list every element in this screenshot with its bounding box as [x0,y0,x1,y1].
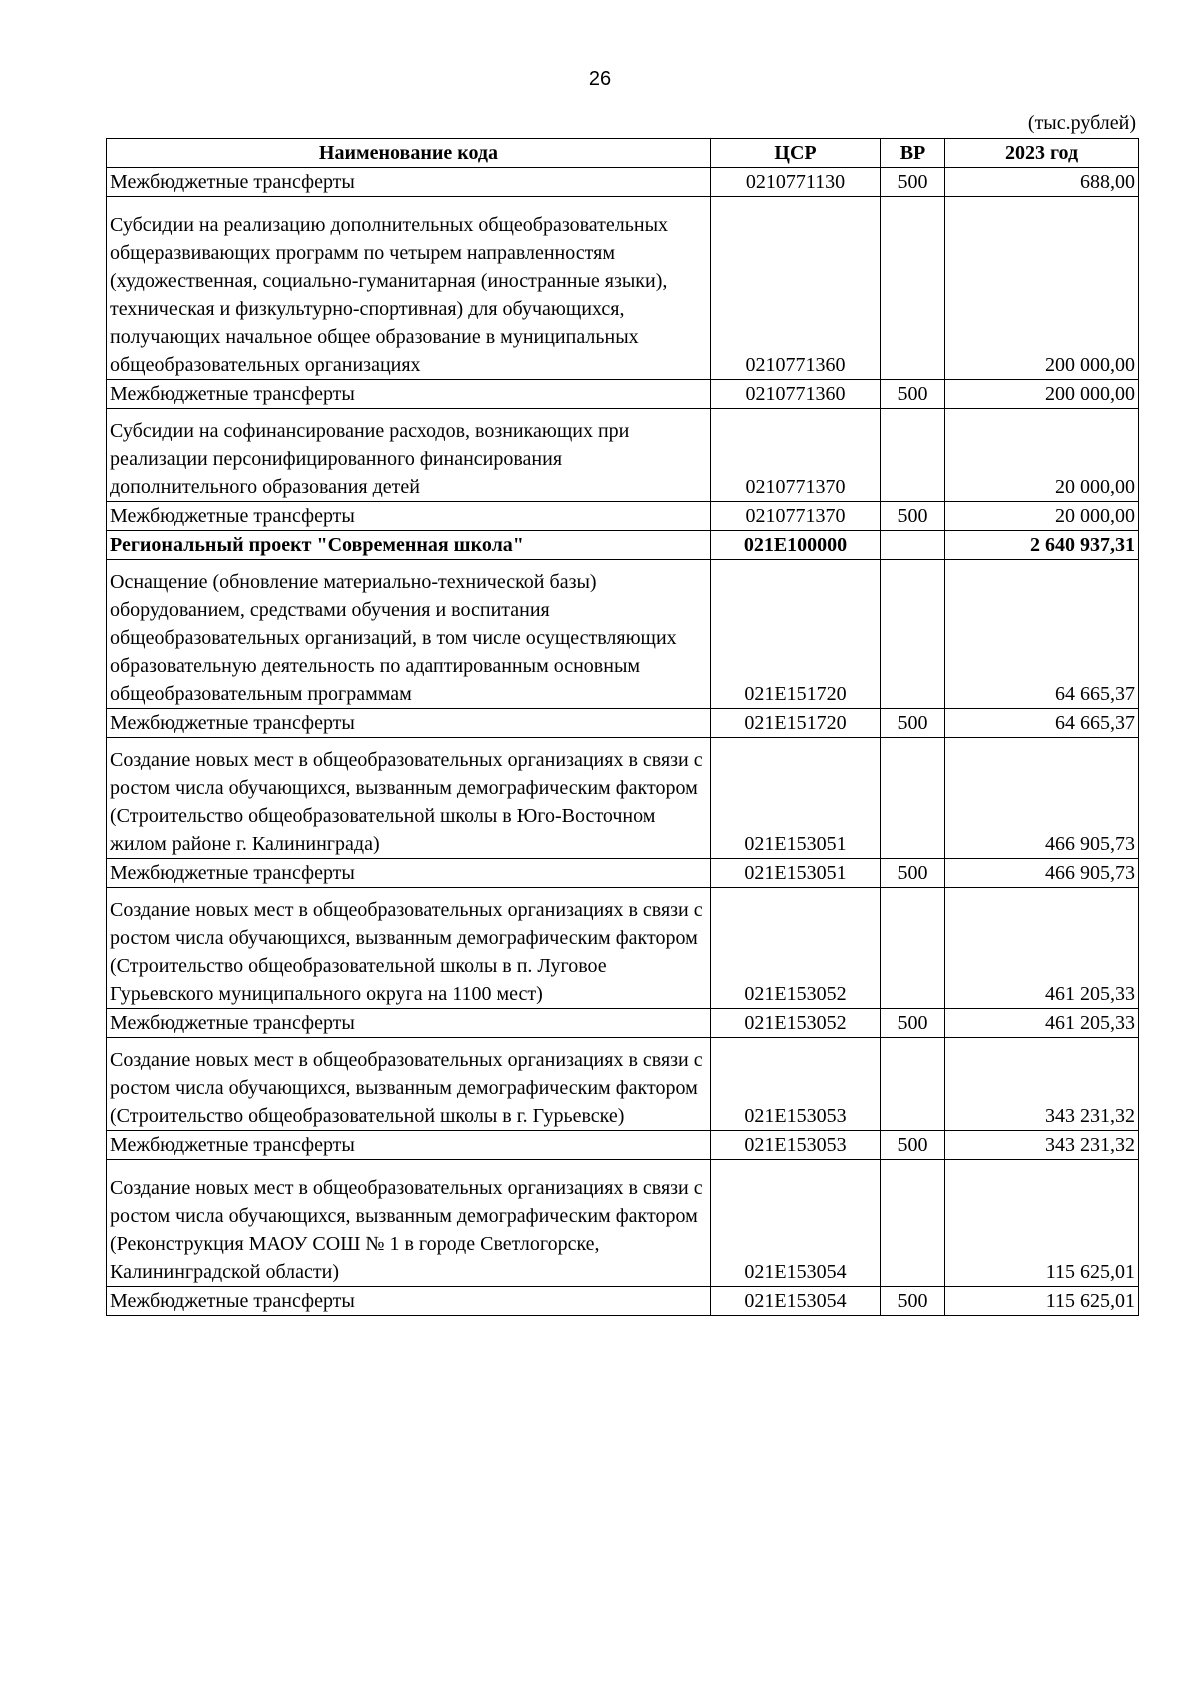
cell-csr: 021E153054 [711,1160,881,1287]
table-row [107,1131,1139,1160]
cell-vr [881,738,945,859]
table-row [107,380,1139,409]
cell-vr [881,531,945,560]
cell-csr: 021E153052 [711,1009,881,1038]
table-row [107,738,1139,859]
cell-vr [881,560,945,709]
cell-name: Межбюджетные трансферты [107,1009,711,1038]
header-name: Наименование кода [107,139,711,168]
cell-csr: 021E151720 [711,560,881,709]
cell-vr: 500 [881,1009,945,1038]
cell-sum: 461 205,33 [945,1009,1139,1038]
cell-vr: 500 [881,1131,945,1160]
cell-name: Субсидии на реализацию дополнительных общеобразовательных общеразвивающих программ по четырем направленностям (художественная, социально-гуманитарная (иностранные языки), техническая и физкультурно-спортивная) для обучающихся, получающих начальное общее образование в муниципальных общеобразовательных организациях [107,197,711,380]
table-row [107,1038,1139,1131]
cell-sum: 20 000,00 [945,502,1139,531]
cell-name: Межбюджетные трансферты [107,502,711,531]
table-row [107,1160,1139,1287]
cell-sum: 64 665,37 [945,709,1139,738]
cell-vr [881,409,945,502]
cell-vr [881,888,945,1009]
cell-csr: 021E100000 [711,531,881,560]
budget-table [106,138,1139,1316]
cell-vr: 500 [881,859,945,888]
cell-sum: 343 231,32 [945,1131,1139,1160]
cell-sum: 200 000,00 [945,197,1139,380]
cell-name: Субсидии на софинансирование расходов, возникающих при реализации персонифицированного финансирования дополнительного образования детей [107,409,711,502]
cell-vr [881,1160,945,1287]
cell-csr: 0210771370 [711,502,881,531]
cell-csr: 021E153053 [711,1131,881,1160]
cell-vr: 500 [881,1287,945,1316]
cell-csr: 0210771360 [711,197,881,380]
cell-name: Создание новых мест в общеобразовательных организациях в связи с ростом числа обучающихся, вызванным демографическим фактором (Строительство общеобразовательной школы в Юго-Восточном жилом районе г. Калининграда) [107,738,711,859]
table-row-project [107,531,1139,560]
cell-vr [881,197,945,380]
table-row [107,197,1139,380]
table-row [107,859,1139,888]
cell-vr: 500 [881,168,945,197]
cell-name: Оснащение (обновление материально-технической базы) оборудованием, средствами обучения и воспитания общеобразовательных организаций, в том числе осуществляющих образовательную деятельность по адаптированным основным общеобразовательным программам [107,560,711,709]
cell-sum: 20 000,00 [945,409,1139,502]
cell-name: Межбюджетные трансферты [107,1131,711,1160]
cell-csr: 021E153053 [711,1038,881,1131]
table-row [107,888,1139,1009]
cell-csr: 021E153052 [711,888,881,1009]
header-csr: ЦСР [711,139,881,168]
cell-name: Межбюджетные трансферты [107,168,711,197]
cell-csr: 021E153051 [711,738,881,859]
cell-sum: 466 905,73 [945,859,1139,888]
cell-name: Создание новых мест в общеобразовательных организациях в связи с ростом числа обучающихся, вызванным демографическим фактором (Строительство общеобразовательной школы в п. Луговое Гурьевского муниципального округа на 1100 мест) [107,888,711,1009]
page-number: 26 [588,68,612,90]
table-row [107,502,1139,531]
unit-note: (тыс.рублей) [1027,112,1136,134]
table-row [107,409,1139,502]
table-header-row [107,139,1139,168]
cell-sum: 2 640 937,31 [945,531,1139,560]
header-sum: 2023 год [945,139,1139,168]
cell-csr: 0210771360 [711,380,881,409]
cell-sum: 461 205,33 [945,888,1139,1009]
cell-name: Создание новых мест в общеобразовательных организациях в связи с ростом числа обучающихся, вызванным демографическим фактором (Реконструкция МАОУ СОШ № 1 в городе Светлогорске, Калининградской области) [107,1160,711,1287]
cell-sum: 200 000,00 [945,380,1139,409]
cell-sum: 343 231,32 [945,1038,1139,1131]
cell-name: Региональный проект "Современная школа" [107,531,711,560]
cell-csr: 0210771130 [711,168,881,197]
cell-sum: 64 665,37 [945,560,1139,709]
cell-sum: 115 625,01 [945,1160,1139,1287]
cell-name: Межбюджетные трансферты [107,380,711,409]
cell-name: Создание новых мест в общеобразовательных организациях в связи с ростом числа обучающихся, вызванным демографическим фактором (Строительство общеобразовательной школы в г. Гурьевске) [107,1038,711,1131]
cell-name: Межбюджетные трансферты [107,1287,711,1316]
table-row [107,1287,1139,1316]
cell-sum: 115 625,01 [945,1287,1139,1316]
cell-csr: 021E151720 [711,709,881,738]
table-row [107,1009,1139,1038]
cell-csr: 021E153054 [711,1287,881,1316]
cell-sum: 688,00 [945,168,1139,197]
cell-csr: 0210771370 [711,409,881,502]
cell-sum: 466 905,73 [945,738,1139,859]
header-vr: ВР [881,139,945,168]
cell-name: Межбюджетные трансферты [107,709,711,738]
cell-vr: 500 [881,380,945,409]
cell-vr [881,1038,945,1131]
cell-name: Межбюджетные трансферты [107,859,711,888]
cell-vr: 500 [881,709,945,738]
cell-csr: 021E153051 [711,859,881,888]
table-row [107,709,1139,738]
table-row [107,560,1139,709]
table-row [107,168,1139,197]
cell-vr: 500 [881,502,945,531]
